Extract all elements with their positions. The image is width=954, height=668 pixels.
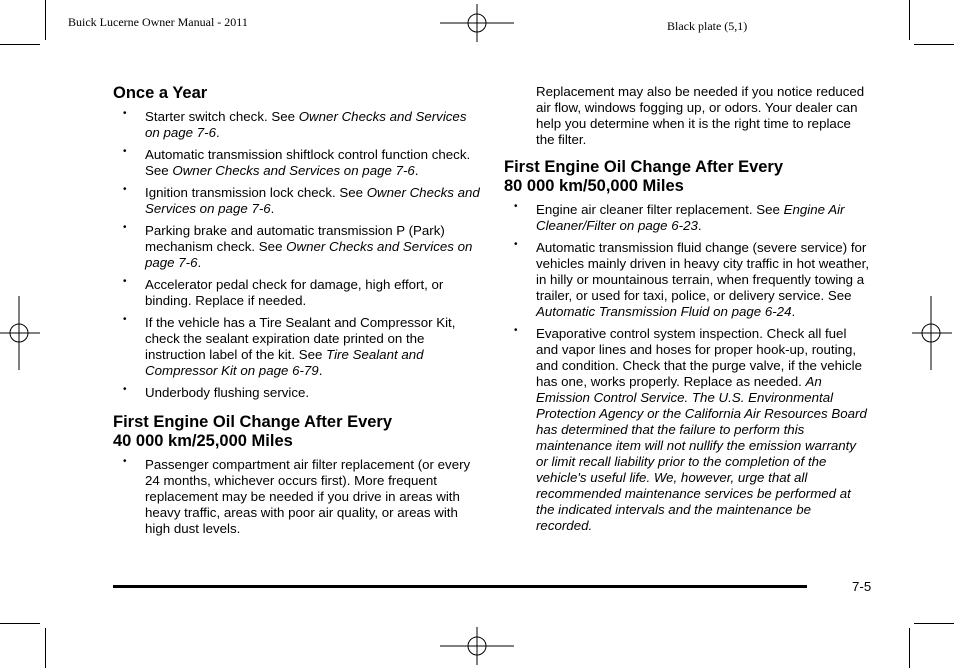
item-text: Evaporative control system inspection. Check all fuel and vapor lines and hoses for proper hook-up, routing, and condition. Check that the purge valve, if the vehicle has one, works properly. Replace as needed. <box>536 326 862 389</box>
item-text: Underbody flushing service. <box>145 385 310 400</box>
item-end: . <box>414 163 419 178</box>
list-item <box>113 277 483 309</box>
bullet-icon: • <box>123 108 127 119</box>
cross-reference-link[interactable]: Tire Sealant and Compressor Kit on page 6-79 <box>145 347 424 378</box>
crop-mark <box>45 628 46 668</box>
bullet-icon: • <box>123 314 127 325</box>
item-text: Engine air cleaner filter replacement. See <box>536 202 784 217</box>
page-number: 7-5 <box>852 579 872 594</box>
list-item <box>504 240 870 320</box>
item-text: Automatic transmission shiftlock control function check. See <box>145 147 471 178</box>
crop-mark <box>0 44 40 45</box>
item-end: . <box>791 304 796 319</box>
section-heading-40000 <box>113 413 483 451</box>
80000-list <box>504 202 870 534</box>
registration-mark-icon <box>440 4 514 42</box>
list-item <box>113 185 483 217</box>
crop-mark <box>914 44 954 45</box>
item-text: Automatic transmission fluid change (severe service) for vehicles mainly driven in heavy city traffic in hot weather, in hilly or mountainous terrain, when frequently towing a trailer, or used for taxi, police, or delivery service. See <box>536 240 870 303</box>
list-item <box>504 326 870 534</box>
continuation-text: Replacement may also be needed if you notice reduced air flow, windows fogging up, or odors. Your dealer can help you determine when it is the right time to replace the filter. <box>536 84 865 147</box>
item-text: Starter switch check. See <box>145 109 299 124</box>
bullet-icon: • <box>514 201 518 212</box>
cross-reference-link[interactable]: Owner Checks and Services on page 7-6 <box>145 185 480 216</box>
bullet-icon: • <box>123 146 127 157</box>
heading-line: First Engine Oil Change After Every <box>113 413 393 431</box>
40000-list <box>113 457 483 537</box>
list-item <box>113 223 483 271</box>
item-end: . <box>215 125 220 140</box>
item-text: Ignition transmission lock check. See <box>145 185 367 200</box>
item-end: . <box>697 218 702 233</box>
item-end: . <box>270 201 275 216</box>
bullet-icon: • <box>123 222 127 233</box>
header-title: Buick Lucerne Owner Manual - 2011 <box>68 15 248 29</box>
crop-mark <box>909 628 910 668</box>
item-text: Parking brake and automatic transmission P (Park) mechanism check. See <box>145 223 445 254</box>
item-end: . <box>318 363 323 378</box>
list-item <box>113 457 483 537</box>
registration-mark-icon <box>440 627 514 665</box>
bullet-icon: • <box>123 276 127 287</box>
left-column <box>113 84 483 543</box>
list-item <box>113 109 483 141</box>
list-item <box>504 202 870 234</box>
right-column <box>504 84 870 540</box>
header-plate: Black plate (5,1) <box>667 19 748 33</box>
cross-reference-link[interactable]: Engine Air Cleaner/Filter on page 6-23 <box>536 202 845 233</box>
crop-mark <box>909 0 910 40</box>
cross-reference-link[interactable]: Automatic Transmission Fluid on page 6-24 <box>536 304 792 319</box>
list-item <box>113 147 483 179</box>
heading-line: 80 000 km/50,000 Miles <box>504 177 684 195</box>
item-text: If the vehicle has a Tire Sealant and Compressor Kit, check the sealant expiration date printed on the instruction label of the kit. See <box>145 315 456 362</box>
heading-line: 40 000 km/25,000 Miles <box>113 432 293 450</box>
section-heading-once-a-year: Once a Year <box>113 84 208 102</box>
list-item <box>113 385 483 401</box>
section-heading-80000 <box>504 158 870 196</box>
registration-mark-icon <box>912 296 952 370</box>
cross-reference-link[interactable]: Owner Checks and Services on page 7-6 <box>145 239 473 270</box>
cross-reference-link[interactable]: Owner Checks and Services on page 7-6 <box>145 109 467 140</box>
cross-reference-link[interactable]: An Emission Control Service. The U.S. Environmental Protection Agency or the California Air Resources Board has determined that the failure to perform this maintenance item will not nullify the emission warranty or limit recall liability prior to the completion of the vehicle's useful life. We, however, urge that all recommended maintenance services be performed at the indicated intervals and the maintenance be recorded. <box>536 374 867 533</box>
cross-reference-link[interactable]: Owner Checks and Services on page 7-6 <box>172 163 415 178</box>
item-end: . <box>197 255 202 270</box>
footer-rule <box>113 585 807 588</box>
bullet-icon: • <box>123 384 127 395</box>
list-item <box>113 315 483 379</box>
once-a-year-list <box>113 109 483 401</box>
heading-line: First Engine Oil Change After Every <box>504 158 784 176</box>
crop-mark <box>45 0 46 40</box>
crop-mark <box>0 623 40 624</box>
bullet-icon: • <box>123 456 127 467</box>
bullet-icon: • <box>514 239 518 250</box>
bullet-icon: • <box>514 325 518 336</box>
item-text: Accelerator pedal check for damage, high effort, or binding. Replace if needed. <box>145 277 444 308</box>
crop-mark <box>914 623 954 624</box>
registration-mark-icon <box>0 296 40 370</box>
bullet-icon: • <box>123 184 127 195</box>
item-text: Passenger compartment air filter replacement (or every 24 months, whichever occurs first). More frequent replacement may be needed if you drive in areas with heavy traffic, areas with poor air quality, or areas with high dust levels. <box>145 457 471 536</box>
